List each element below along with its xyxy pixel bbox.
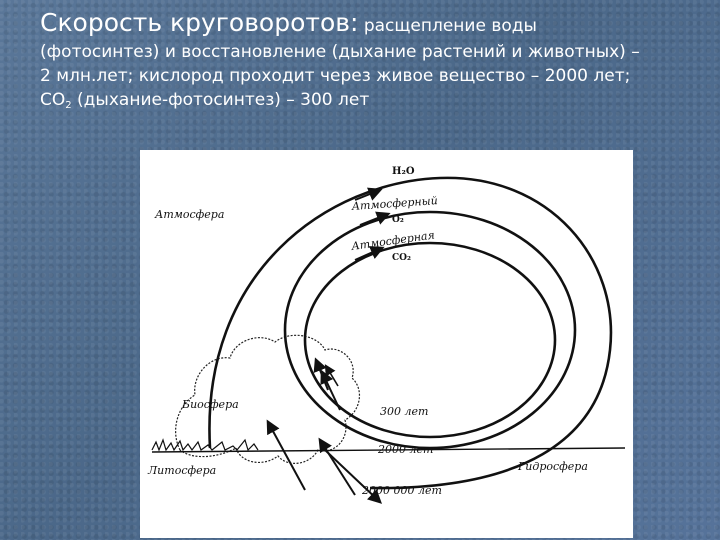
co2-ring <box>305 243 555 437</box>
lithosphere-grass <box>152 440 258 450</box>
period-2000000-label: 2000 000 лет <box>362 484 442 497</box>
title-line-2: (фотосинтез) и восстановление (дыхание растений и животных) – <box>40 42 640 62</box>
atm-o2-label-2: O₂ <box>392 215 404 225</box>
cycle-diagram-svg <box>140 150 633 538</box>
o2-arrow <box>360 214 388 225</box>
biosphere-arrow-2 <box>268 422 305 490</box>
h2o-ring <box>209 178 610 488</box>
title-line-4-rest: (дыхание-фотосинтез) – 300 лет <box>71 90 370 110</box>
biosphere-arrow-3 <box>320 440 355 495</box>
title-line-1 <box>40 6 700 40</box>
title-rest: расщепление воды <box>358 16 537 36</box>
cycle-diagram <box>140 150 633 538</box>
co2-label: CO <box>40 90 66 110</box>
o2-ring <box>285 212 575 448</box>
co2-subscript: 2 <box>65 100 72 111</box>
lithosphere-label: Литосфера <box>148 464 217 477</box>
atm-o2-label-1: Атмосферный <box>351 194 439 213</box>
period-2000-label: 2000 лет <box>378 443 434 456</box>
period-300-label: 300 лет <box>380 405 429 418</box>
slide-title <box>40 6 700 118</box>
title-main: Скорость круговоротов: <box>40 8 359 37</box>
title-line-3: 2 млн.лет; кислород проходит через живое вещество – 2000 лет; <box>40 66 631 86</box>
h2o-label: H₂O <box>392 166 415 177</box>
biosphere-label: Биосфера <box>182 398 239 411</box>
atm-co2-label-2: CO₂ <box>392 253 411 263</box>
atm-co2-label-1: Атмосферная <box>350 228 436 253</box>
co2-return-arrow <box>316 360 328 390</box>
title-line-4 <box>40 88 700 118</box>
hydrosphere-label: Гидросфера <box>518 460 588 473</box>
atmosphere-label: Атмосфера <box>155 208 225 221</box>
